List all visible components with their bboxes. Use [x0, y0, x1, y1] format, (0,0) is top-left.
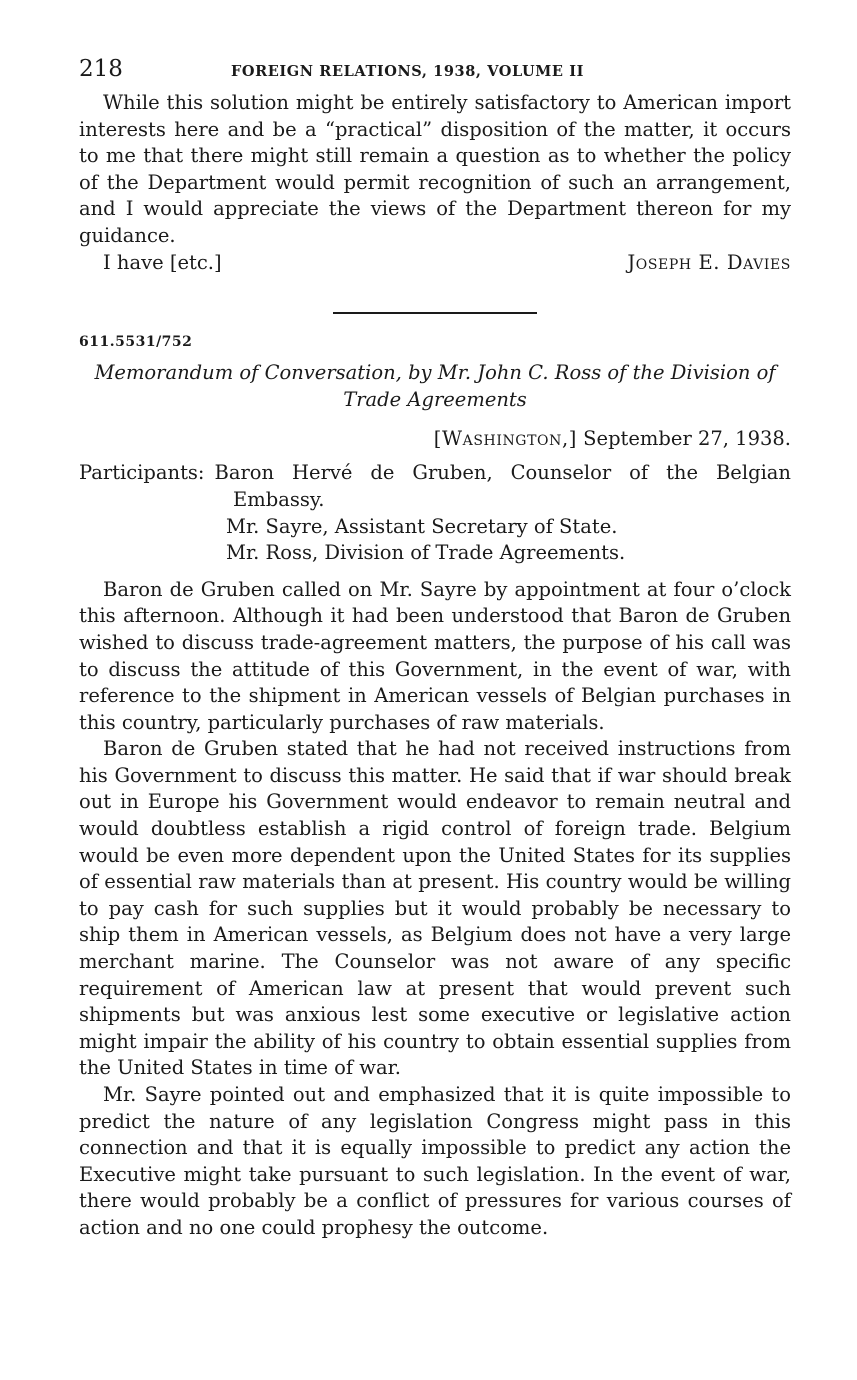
- section-divider: [333, 312, 537, 314]
- memo-title-line: Memorandum of Conversation, by Mr. John C. Ross of the Division of: [94, 361, 776, 385]
- participants-label: Participants:: [79, 461, 205, 485]
- participant-entry: [205, 460, 791, 487]
- document-page: [79, 56, 791, 1242]
- file-number: 611.5531/752: [79, 334, 193, 351]
- participants-block: [79, 460, 791, 566]
- letter-closing-paragraph: While this solution might be entirely satisfactory to American import interests here and be a “practical” disposition of the matter, it occurs to me that there might still remain a question as to whether the policy of the Department would permit recognition of such an arrangement, and I would appreciate the views of the Department thereon for my guidance.: [79, 91, 791, 247]
- memo-title: [79, 360, 791, 413]
- dateline: [79, 427, 791, 450]
- dateline-place: [Washington,]: [433, 427, 577, 451]
- dateline-date: September 27, 1938.: [583, 427, 791, 451]
- signature-row: [79, 250, 791, 277]
- page-header: [79, 56, 791, 90]
- participants-row: [79, 460, 791, 487]
- signature: Joseph E. Davies: [627, 250, 791, 274]
- memo-body: [79, 577, 791, 1242]
- running-head: FOREIGN RELATIONS, 1938, VOLUME II: [231, 63, 585, 80]
- participant-line: Baron Hervé de Gruben, Counselor of the Belgian: [214, 461, 791, 485]
- memo-title-line: Trade Agreements: [343, 387, 527, 411]
- body-paragraph: Baron de Gruben stated that he had not received instructions from his Government to discuss this matter. He said that if war should break out in Europe his Government would endeavor to remain neutral and would doubtless establish a rigid control of foreign trade. Belgium would be even more dependent upon the United States for its supplies of essential raw materials than at present. His country would be willing to pay cash for such supplies but it would probably be necessary to ship them in American vessels, as Belgium does not have a very large merchant marine. The Counselor was not aware of any specific requirement of American law at present that would prevent such shipments but was anxious lest some executive or legislative action might impair the ability of his country to obtain essential supplies from the United States in time of war.: [79, 737, 791, 1080]
- body-paragraph: Mr. Sayre pointed out and emphasized that it is quite impossible to predict the nature of any legislation Congress might pass in this connection and that it is equally impossible to predict any action the Executive might take pursuant to such legislation. In the event of war, there would probably be a conflict of pressures for various courses of action and no one could prophesy the outcome.: [79, 1083, 791, 1239]
- participant-line: Mr. Ross, Division of Trade Agreements.: [226, 541, 626, 565]
- body-paragraph: Baron de Gruben called on Mr. Sayre by appointment at four o’clock this afternoon. Although it had been understood that Baron de Gruben wished to discuss trade-agreement matters, the purpose of his call was to discuss the attitude of this Government, in the event of war, with reference to the shipment in American vessels of Belgian purchases in this country, particularly purchases of raw materials.: [79, 577, 791, 734]
- complimentary-close: I have [etc.]: [103, 250, 222, 274]
- page-number: 218: [79, 56, 123, 82]
- participant-line: Mr. Sayre, Assistant Secretary of State.: [226, 514, 618, 538]
- participant-line: Embassy.: [233, 487, 325, 511]
